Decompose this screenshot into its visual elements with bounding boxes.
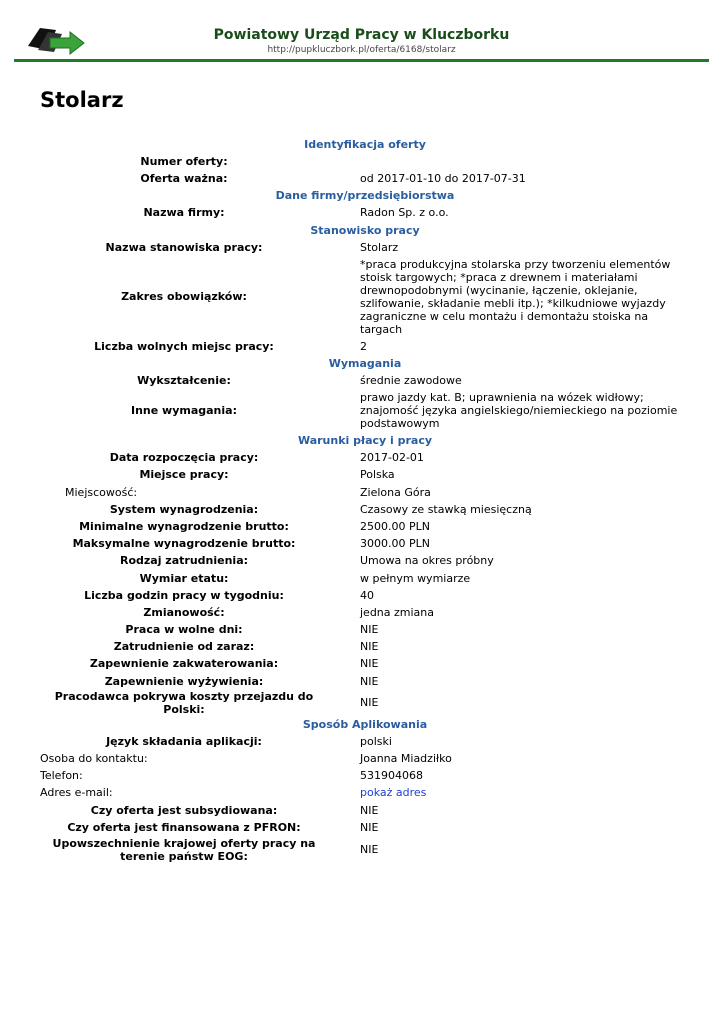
field-value: 40	[360, 588, 374, 602]
field-value: Polska	[360, 468, 395, 482]
field-label: Liczba godzin pracy w tygodniu:	[84, 588, 284, 602]
field-label: Miejsce pracy:	[139, 468, 229, 482]
field-value: NIE	[360, 657, 379, 671]
field-label: Język składania aplikacji:	[106, 734, 262, 748]
field-value: 531904068	[360, 769, 423, 783]
row-duties	[40, 256, 690, 338]
row-weekly-hours	[40, 587, 690, 604]
field-value: NIE	[360, 820, 379, 834]
row-start-date	[40, 449, 690, 466]
section-company: Dane firmy/przedsiębiorstwa	[275, 189, 455, 203]
field-label: Wykształcenie:	[137, 374, 231, 388]
row-email	[40, 784, 690, 801]
row-working-time	[40, 569, 690, 586]
field-value: polski	[360, 734, 392, 748]
field-value: NIE	[360, 623, 379, 637]
field-label: Wymiar etatu:	[139, 571, 229, 585]
row-contact-person	[40, 750, 690, 767]
section-conditions: Warunki płacy i pracy	[297, 434, 433, 448]
field-value: NIE	[360, 803, 379, 817]
field-value: jedna zmiana	[360, 605, 435, 619]
page-header	[14, 14, 709, 62]
field-value: NIE	[360, 843, 379, 857]
row-max-salary	[40, 535, 690, 552]
header-url[interactable]: http://pupkluczbork.pl/oferta/6168/stolarz	[267, 45, 456, 55]
field-value: 3000.00 PLN	[360, 537, 430, 551]
row-days-off-work	[40, 621, 690, 638]
field-label: Nazwa firmy:	[143, 206, 225, 220]
field-value: NIE	[360, 640, 379, 654]
row-city	[40, 484, 690, 501]
field-label: Pracodawca pokrywa koszty przejazdu do Polski:	[54, 689, 314, 716]
row-offer-valid	[40, 170, 690, 187]
offer-details	[40, 136, 690, 864]
field-label: Numer oferty:	[140, 155, 228, 169]
field-label: Nazwa stanowiska pracy:	[105, 240, 263, 254]
section-identification: Identyfikacja oferty	[304, 138, 426, 151]
field-label: Data rozpoczęcia pracy:	[109, 451, 259, 465]
field-value: Zielona Góra	[360, 485, 431, 499]
row-position-name	[40, 239, 690, 256]
field-value: od 2017-01-10 do 2017-07-31	[360, 172, 526, 186]
row-min-salary	[40, 518, 690, 535]
row-application-language	[40, 733, 690, 750]
row-company-name	[40, 204, 690, 221]
section-position: Stanowisko pracy	[310, 223, 420, 237]
field-value: Radon Sp. z o.o.	[360, 206, 449, 220]
field-value: NIE	[360, 674, 379, 688]
show-email-link[interactable]: pokaż adres	[360, 786, 427, 800]
row-eea	[40, 836, 690, 864]
field-label: Zmianowość:	[143, 605, 225, 619]
section-requirements: Wymagania	[328, 356, 402, 370]
row-phone	[40, 767, 690, 784]
field-value: Umowa na okres próbny	[360, 554, 494, 568]
row-vacancies	[40, 338, 690, 355]
field-label: Zatrudnienie od zaraz:	[113, 640, 255, 654]
header-divider	[14, 59, 709, 62]
row-immediate-hire	[40, 638, 690, 655]
field-value: średnie zawodowe	[360, 374, 462, 388]
row-meals	[40, 673, 690, 690]
field-label: Praca w wolne dni:	[125, 623, 243, 637]
field-label: Liczba wolnych miejsc pracy:	[94, 339, 274, 353]
row-education	[40, 372, 690, 389]
field-label: Czy oferta jest subsydiowana:	[90, 803, 278, 817]
field-value: 2017-02-01	[360, 451, 424, 465]
field-value: 2	[360, 339, 367, 353]
row-workplace	[40, 466, 690, 483]
field-label: Czy oferta jest finansowana z PFRON:	[67, 820, 301, 834]
field-label: Miejscowość:	[65, 485, 138, 499]
row-accommodation	[40, 655, 690, 672]
row-pay-system	[40, 501, 690, 518]
job-title: Stolarz	[40, 88, 124, 112]
field-label: System wynagrodzenia:	[109, 502, 259, 516]
field-label: Oferta ważna:	[140, 172, 228, 186]
field-label: Upowszechnienie krajowej oferty pracy na terenie państw EOG:	[52, 836, 316, 863]
field-value: prawo jazdy kat. B; uprawnienia na wózek widłowy; znajomość języka angielskiego/niemieckiego na poziomie podstawowym	[360, 391, 678, 431]
field-label: Inne wymagania:	[131, 404, 237, 418]
field-label: Zapewnienie wyżywienia:	[104, 674, 264, 688]
header-title: Powiatowy Urząd Pracy w Kluczborku	[213, 27, 510, 43]
section-apply: Sposób Aplikowania	[302, 717, 428, 731]
field-value: Joanna Miadziłko	[360, 752, 452, 766]
field-label: Adres e-mail:	[40, 786, 113, 800]
row-shifts	[40, 604, 690, 621]
row-travel-costs	[40, 690, 690, 716]
row-subsidized	[40, 802, 690, 819]
field-label: Telefon:	[40, 769, 83, 783]
row-pfron	[40, 819, 690, 836]
field-label: Minimalne wynagrodzenie brutto:	[79, 519, 289, 533]
field-label: Osoba do kontaktu:	[40, 752, 148, 766]
field-value: NIE	[360, 696, 379, 710]
row-other-requirements	[40, 389, 690, 432]
field-label: Zakres obowiązków:	[121, 290, 247, 304]
field-label: Maksymalne wynagrodzenie brutto:	[72, 537, 296, 551]
field-value: w pełnym wymiarze	[360, 571, 471, 585]
field-label: Rodzaj zatrudnienia:	[119, 554, 249, 568]
row-offer-number	[40, 153, 690, 170]
field-value: 2500.00 PLN	[360, 519, 430, 533]
row-employment-type	[40, 552, 690, 569]
field-value: Stolarz	[360, 240, 399, 254]
field-value: *praca produkcyjna stolarska przy tworzeniu elementów stoisk targowych; *praca z drewnem i materiałami drewnopodobnymi (wycinanie, łączenie, oklejanie, szlifowanie, składanie mebli itp.); *kilkudniowe wyjazdy zagraniczne w celu montażu i demontażu stoiska na targach	[360, 257, 671, 336]
field-label: Zapewnienie zakwaterowania:	[89, 657, 279, 671]
field-value: Czasowy ze stawką miesięczną	[360, 502, 532, 516]
